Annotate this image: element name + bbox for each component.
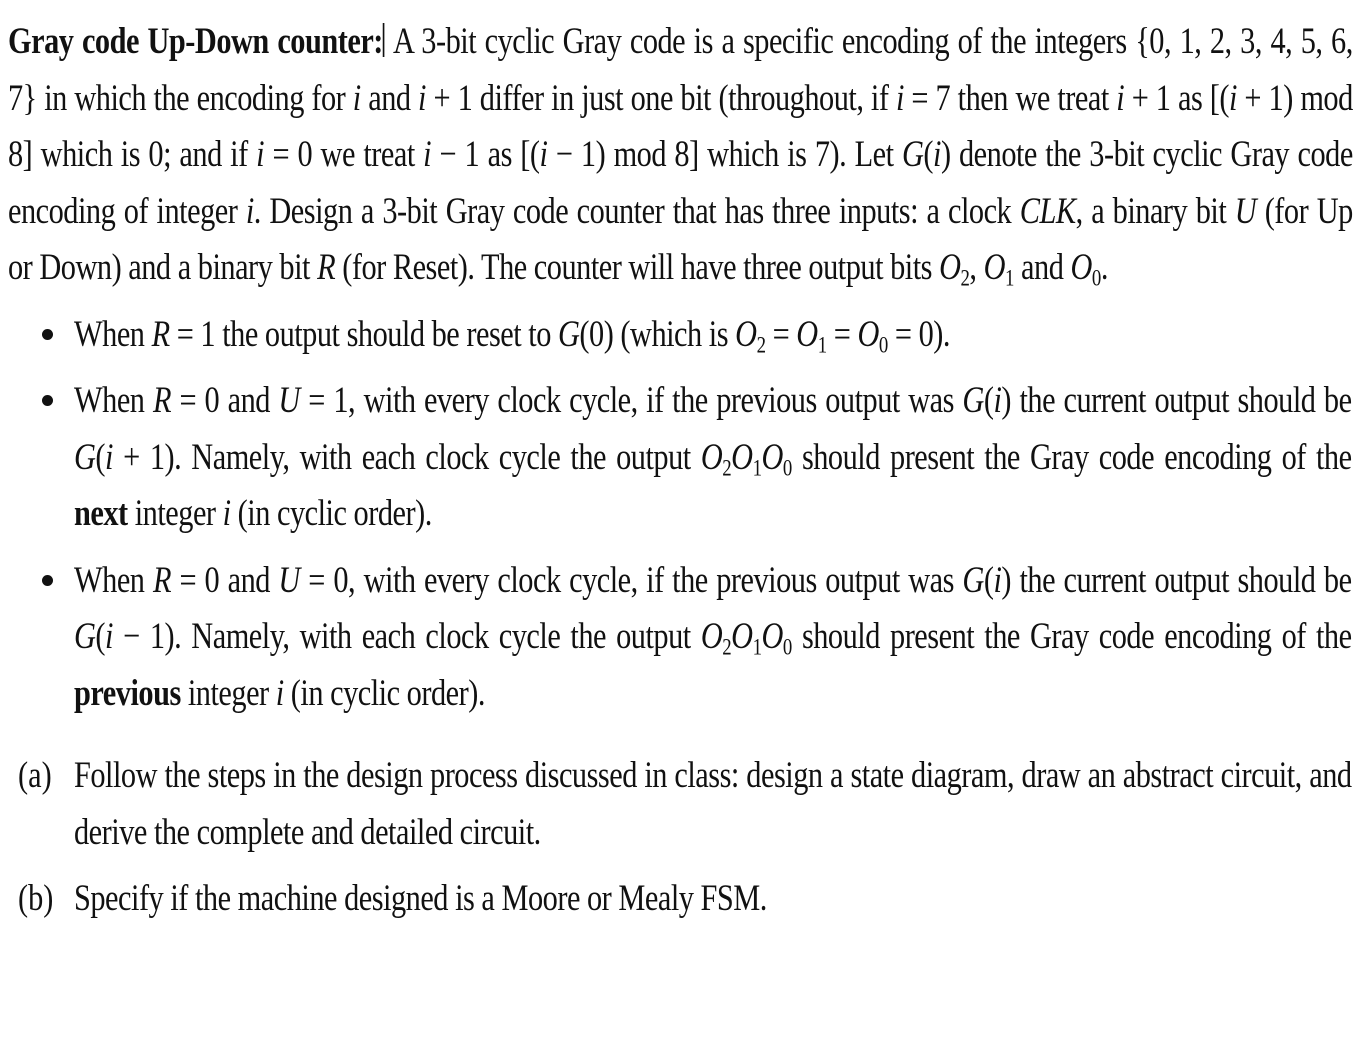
question-item-a [8, 748, 1350, 861]
question-item-b [8, 871, 1350, 928]
question-label: (a) [18, 755, 52, 796]
list-item [8, 553, 1350, 723]
list-item-text: When R = 1 the output should be reset to G(0) (which is $O_2 = O_1 = O_0 = 0$). [74, 313, 950, 357]
bullet-icon [42, 575, 53, 586]
intro-paragraph: Gray code Up-Down counter: A 3-bit cyclic Gray code is a specific encoding of the integers {0, 1, 2, 3, 4, 5, 6, 7} in which the encoding for i and i + 1 differ in just one bit (throughout, if i = 7 then we treat i + 1 as [(i + 1) mod 8] which is 0; and if i = 0 we treat i − 1 as [(i − 1) mod 8] which is 7). Let G(i) denote the 3-bit cyclic Gray code encoding of integer i. Design a 3-bit Gray code counter that has three inputs: a clock CLK, a binary bit U (for Up or Down) and a binary bit R (for Reset). The counter will have three output bits $O_2$, $O_1$ and $O_0$. [8, 21, 1353, 291]
question-list [8, 748, 1350, 928]
question-label: (b) [18, 878, 54, 919]
question-text: Specify if the machine designed is a Moore or Mealy FSM. [74, 878, 767, 919]
bullet-icon [42, 395, 53, 406]
question-text: Follow the steps in the design process discussed in class: design a state diagram, draw an abstract circuit, and derive the complete and detailed circuit. [74, 755, 1352, 853]
section-heading: Gray code Up-Down counter: [8, 21, 383, 62]
list-item [8, 373, 1350, 543]
bullet-icon [42, 329, 53, 340]
list-item-text: When R = 0 and U = 0, with every clock cycle, if the previous output was G(i) the current output should be G(i − 1). Namely, with each clock cycle the output $O_2O_1O_0$ should present the Gray code encoding of the previous integer i (in cyclic order). [74, 559, 1352, 714]
list-item [8, 307, 1350, 364]
text-cursor [383, 23, 385, 57]
list-item-text: When R = 0 and U = 1, with every clock cycle, if the previous output was G(i) the current output should be G(i + 1). Namely, with each clock cycle the output $O_2O_1O_0$ should present the Gray code encoding of the next integer i (in cyclic order). [74, 380, 1352, 534]
bullet-list [8, 307, 1350, 723]
